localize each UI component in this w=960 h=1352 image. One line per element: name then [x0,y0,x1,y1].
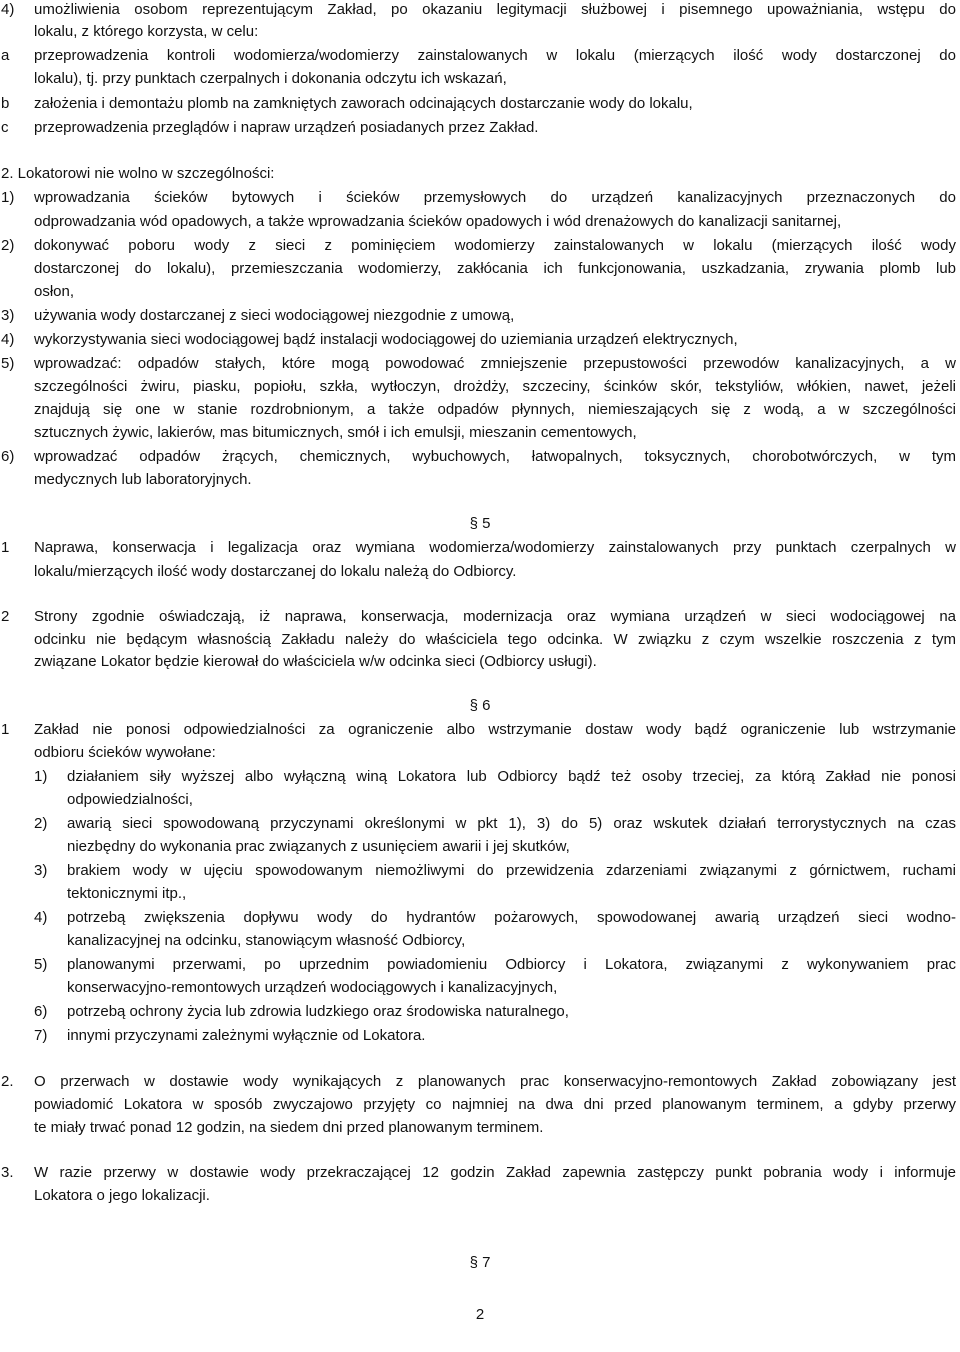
item-4-number: 4) [1,1,15,18]
para6-2-line-1: O przerwach w dostawie wody wynikających z planowanych prac konserwacyjno-remontowych Zakład zobowiązany jest [34,1073,956,1090]
sec2-item-5-line-1: wprowadzać: odpadów stałych, które mogą powodować zmniejszenie przepustowości przewodów kanalizacyjnych, a w [34,355,956,372]
sec2-item-6-number: 6) [1,448,15,465]
para6-1-line-2: odbioru ścieków wywołane: [34,744,216,761]
para6-item-1-number: 1) [34,768,48,785]
sec2-item-4-number: 4) [1,331,15,348]
para6-item-1-line-1: działaniem siły wyższej albo wyłączną winą Lokatora lub Odbiorcy bądź też osoby trzeciej, za którą Zakład nie ponosi [67,768,956,785]
para6-item-7-line-1: innymi przyczynami zależnymi wyłącznie od Lokatora. [67,1027,426,1044]
item-a-letter: a [1,47,10,64]
para6-item-2-line-1: awarią sieci spowodowaną przyczynami określonymi w pkt 1), 3) do 5) oraz wskutek działań terrorystycznych na czas [67,815,956,832]
para5-2-number: 2 [1,608,10,625]
para6-2-line-3: te miały trwać ponad 12 godzin, na siedem dni przed planowanym terminem. [34,1119,544,1136]
para6-2-number: 2. [1,1073,14,1090]
para6-item-5-line-1: planowanymi przerwami, po uprzednim powiadomieniu Odbiorcy i Lokatora, związanymi z wykonywaniem prac [67,956,956,973]
sec2-item-1-line-2: odprowadzania wód opadowych, a także wprowadzania ścieków opadowych i wód drenażowych do kanalizacji sanitarnej, [34,213,842,230]
item-a-line-1: przeprowadzenia kontroli wodomierza/wodomierzy zainstalowanych w lokalu (mierzących ilość wody dostarczonej do [34,47,956,64]
para5-2-line-2: odcinku nie będącym własnością Zakładu należy do właściciela tego odcinka. W związku z czym wszelkie roszczenia z tym [34,631,956,648]
para6-2-line-2: powiadomić Lokatora w sposób zwyczajowo przyjęty co najmniej na dwa dni przed planowanym terminem, a gdyby przerwy [34,1096,956,1113]
para6-1-number: 1 [1,721,10,738]
para5-1-line-2: lokalu/mierzących ilość wody dostarczanej do lokalu należą do Odbiorcy. [34,563,517,580]
item-b-letter: b [1,95,10,112]
para6-item-3-number: 3) [34,862,48,879]
para6-item-4-line-2: kanalizacyjnej na odcinku, stanowiącym własność Odbiorcy, [67,932,466,949]
section-7-heading: § 7 [469,1254,491,1271]
item-a-line-2: lokalu), tj. przy punktach czerpalnych i dokonania odczytu ich wskazań, [34,70,507,87]
para6-item-4-number: 4) [34,909,48,926]
para6-item-5-line-2: konserwacyjno-remontowych urządzeń wodociągowych i kanalizacyjnych, [67,979,558,996]
para6-item-2-line-2: niezbędny do wykonania prac związanych z usunięciem awarii i jej skutków, [67,838,570,855]
para6-3-line-2: Lokatora o jego lokalizacji. [34,1187,210,1204]
para6-item-3-line-1: brakiem wody w ujęciu spowodowanym niemożliwymi do przewidzenia zdarzeniami związanymi z górnictwem, ruchami [67,862,956,879]
para5-1-number: 1 [1,539,10,556]
sec2-item-5-line-2: szczególności żwiru, piasku, popiołu, szkła, wytłoczyn, drożdży, szczeciny, ścinków skór, tekstyliów, włókien, nawet, jeżeli [34,378,956,395]
section-6-heading: § 6 [469,697,491,714]
sec2-item-2-line-1: dokonywać poboru wody z sieci z pominięciem wodomierzy zainstalowanych w lokalu (mierzących ilość wody [34,237,956,254]
sec2-item-4-line-1: wykorzystywania sieci wodociągowej bądź instalacji wodociągowej do uziemiania urządzeń elektrycznych, [34,331,738,348]
para6-item-5-number: 5) [34,956,48,973]
sec2-item-3-line-1: używania wody dostarczanej z sieci wodociągowej niezgodnie z umową, [34,307,515,324]
para6-item-1-line-2: odpowiedzialności, [67,791,193,808]
para6-item-7-number: 7) [34,1027,48,1044]
para6-item-6-number: 6) [34,1003,48,1020]
sec2-item-1-number: 1) [1,189,15,206]
sec2-item-5-number: 5) [1,355,15,372]
item-4-line-1: umożliwienia osobom reprezentującym Zakład, po okazaniu legitymacji służbowej i pisemnego upoważniania, wstępu do [34,1,956,18]
para6-1-line-1: Zakład nie ponosi odpowiedzialności za ograniczenie albo wstrzymanie dostaw wody bądź ograniczenie lub wstrzymanie [34,721,956,738]
para5-2-line-1: Strony zgodnie oświadczają, iż naprawa, konserwacja, modernizacja oraz wymiana urządzeń w sieci wodociągowej na [34,608,956,625]
para6-item-2-number: 2) [34,815,48,832]
sec2-item-1-line-1: wprowadzania ścieków bytowych i ścieków przemysłowych do urządzeń kanalizacyjnych przeznaczonych do [34,189,956,206]
section-5-heading: § 5 [469,515,491,532]
para6-item-6-line-1: potrzebą ochrony życia lub zdrowia ludzkiego oraz środowiska naturalnego, [67,1003,569,1020]
sec2-item-2-line-3: osłon, [34,283,75,300]
para6-3-number: 3. [1,1164,14,1181]
item-c-line-1: przeprowadzenia przeglądów i napraw urządzeń posiadanych przez Zakład. [34,119,539,136]
sec2-item-6-line-2: medycznych lub laboratoryjnych. [34,471,252,488]
para6-item-4-line-1: potrzebą zwiększenia dopływu wody do hydrantów pożarowych, spowodowanej awarią urządzeń sieci wodno- [67,909,956,926]
para5-1-line-1: Naprawa, konserwacja i legalizacja oraz wymiana wodomierza/wodomierzy zainstalowanych przy punktach czerpalnych w [34,539,956,556]
para6-item-3-line-2: tektonicznymi itp., [67,885,187,902]
sec2-item-5-line-4: sztucznych żywic, lakierów, mas bitumicznych, smół i ich emulsji, mieszanin cementowych, [34,424,637,441]
item-b-line-1: założenia i demontażu plomb na zamkniętych zaworach odcinających dostarczanie wody do lokalu, [34,95,693,112]
item-c-letter: c [1,119,9,136]
sec2-item-6-line-1: wprowadzać odpadów żrących, chemicznych, wybuchowych, łatwopalnych, toksycznych, chorobotwórczych, w tym [34,448,956,465]
para6-3-line-1: W razie przerwy w dostawie wody przekraczającej 12 godzin Zakład zapewnia zastępczy punkt pobrania wody i informuje [34,1164,956,1181]
sec2-item-2-line-2: dostarczonej do lokalu), przemieszczania wodomierzy, zakłócania ich funkcjonowania, uszkadzania, zrywania plomb lub [34,260,956,277]
sec2-item-5-line-3: znajdują się one w stanie rozdrobnionym, a także odpadów płynnych, niemieszających się z wodą, a w szczególności [34,401,956,418]
section-2-heading: 2. Lokatorowi nie wolno w szczególności: [1,165,275,182]
sec2-item-3-number: 3) [1,307,15,324]
page-number: 2 [475,1306,485,1323]
item-4-line-2: lokalu, z którego korzysta, w celu: [34,23,259,40]
para5-2-line-3: związane Lokator będzie kierował do właściciela w/w odcinka sieci (Odbiorcy usługi). [34,653,597,670]
sec2-item-2-number: 2) [1,237,15,254]
